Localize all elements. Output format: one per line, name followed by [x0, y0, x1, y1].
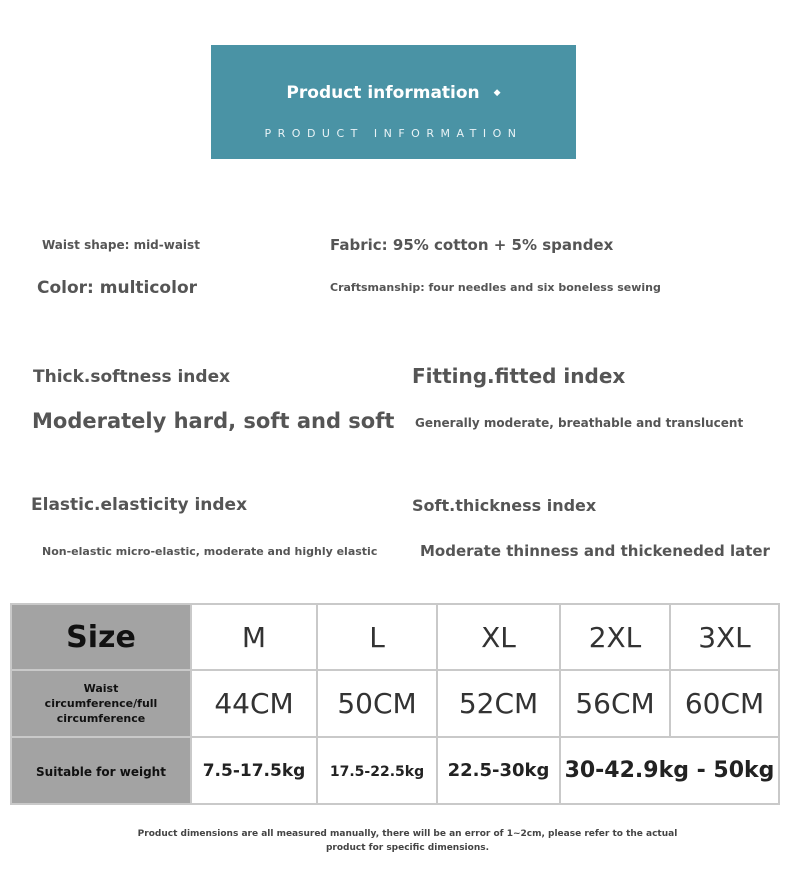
- waist-cell: [670, 670, 779, 737]
- size-3xl: 3XL: [698, 620, 751, 654]
- size-header-cell: [11, 604, 191, 670]
- measurement-note: Product dimensions are all measured manually, there will be an error of 1~2cm, please refer to the actual product for specific dimensions.: [137, 829, 678, 853]
- size-l: L: [369, 620, 385, 654]
- color-spec: Color: multicolor: [37, 278, 198, 298]
- banner-title: [211, 83, 576, 103]
- weight-row: [11, 737, 779, 804]
- thick-softness-title: Thick.softness index: [33, 367, 231, 387]
- weight-cell-merged: [560, 737, 779, 804]
- craftsmanship-spec: Craftsmanship: four needles and six boneless sewing: [330, 281, 661, 294]
- weight-cell: [437, 737, 560, 804]
- waist-cell: [317, 670, 437, 737]
- size-title: Size: [66, 619, 136, 655]
- fitting-fitted-title: Fitting.fitted index: [412, 364, 626, 388]
- waist-shape-spec: Waist shape: mid-waist: [42, 238, 200, 252]
- size-cell: [437, 604, 560, 670]
- weight-header-cell: [11, 737, 191, 804]
- size-2xl: 2XL: [588, 620, 642, 654]
- weight-cell: [191, 737, 317, 804]
- waist-3xl: 60CM: [684, 687, 765, 720]
- diamond-arrow-icon: ◆: [493, 88, 501, 98]
- waist-2xl: 56CM: [575, 687, 655, 720]
- weight-2xl-3xl: 30-42.9kg - 50kg: [564, 758, 775, 783]
- waist-l: 50CM: [337, 687, 417, 720]
- waist-cell: [560, 670, 670, 737]
- elastic-elasticity-value: Non-elastic micro-elastic, moderate and highly elastic: [42, 545, 378, 558]
- fitting-fitted-value: Generally moderate, breathable and translucent: [415, 416, 744, 430]
- size-cell: [560, 604, 670, 670]
- size-xl: XL: [481, 620, 516, 654]
- size-table: [10, 603, 780, 805]
- banner-subtitle: PRODUCT INFORMATION: [264, 127, 523, 140]
- waist-row: [11, 670, 779, 737]
- waist-xl: 52CM: [458, 687, 539, 720]
- size-cell: [191, 604, 317, 670]
- size-row: [11, 604, 779, 670]
- weight-m: 7.5-17.5kg: [202, 760, 306, 781]
- product-info-banner: [211, 45, 576, 159]
- thick-softness-value: Moderately hard, soft and soft: [32, 409, 395, 433]
- weight-l: 17.5-22.5kg: [329, 764, 425, 780]
- soft-thickness-value: Moderate thinness and thickeneded later: [420, 542, 770, 560]
- waist-m: 44CM: [214, 687, 294, 720]
- weight-cell: [317, 737, 437, 804]
- weight-label: Suitable for weight: [36, 765, 166, 779]
- size-m: M: [241, 620, 267, 654]
- size-cell: [670, 604, 779, 670]
- fabric-spec: Fabric: 95% cotton + 5% spandex: [330, 236, 614, 254]
- waist-label: Waist circumference/full circumference: [44, 682, 158, 725]
- soft-thickness-title: Soft.thickness index: [412, 496, 597, 515]
- waist-header-cell: [11, 670, 191, 737]
- waist-cell: [191, 670, 317, 737]
- size-cell: [317, 604, 437, 670]
- elastic-elasticity-title: Elastic.elasticity index: [31, 495, 248, 515]
- weight-xl: 22.5-30kg: [447, 760, 550, 781]
- banner-title-text: Product information: [286, 83, 480, 103]
- waist-cell: [437, 670, 560, 737]
